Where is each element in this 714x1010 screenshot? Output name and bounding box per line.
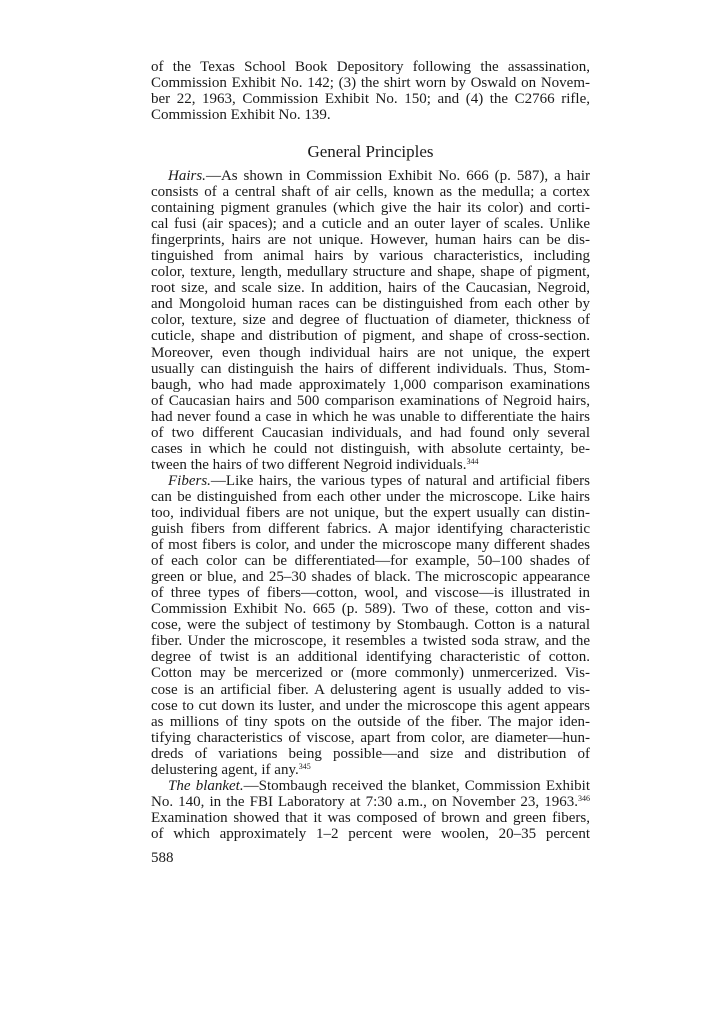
text-line	[151, 393, 590, 409]
text-line	[151, 714, 590, 730]
line-text: of each color can be differentiated—for example, 50–100 shades of	[151, 553, 590, 570]
text-line	[151, 553, 590, 569]
footnote-marker: 346	[578, 793, 590, 803]
paragraph-lead: Fibers.	[168, 472, 211, 489]
page-number: 588	[151, 850, 174, 866]
line-text: delustering agent, if any.	[151, 761, 299, 778]
paragraph	[151, 473, 590, 778]
text-line	[151, 296, 590, 312]
text-line	[151, 569, 590, 585]
line-text: tifying characteristics of viscose, apart from color, are diameter—hun-	[151, 729, 590, 746]
text-line	[151, 585, 590, 601]
text-line	[151, 794, 590, 810]
text-line	[151, 778, 590, 794]
text-line	[151, 810, 590, 826]
text-line	[151, 730, 590, 746]
text-line	[151, 746, 590, 762]
text-line: ber 22, 1963, Commission Exhibit No. 150; and (4) the C2766 rifle,	[151, 91, 590, 108]
paragraph	[151, 778, 590, 842]
line-text: tween the hairs of two different Negroid individuals.	[151, 456, 467, 473]
line-text: cose is an artificial fiber. A delustering agent is usually added to vis-	[151, 681, 590, 698]
line-text: baugh, who had made approximately 1,000 comparison examinations	[151, 376, 590, 393]
line-text: consists of a central shaft of air cells, known as the medulla; a cortex	[151, 184, 590, 201]
line-text: cose, were the subject of testimony by Stombaugh. Cotton is a natural	[151, 617, 590, 634]
line-text: green or blue, and 25–30 shades of black. The microscopic appearance	[151, 569, 590, 586]
text-line	[151, 457, 590, 473]
text-line	[151, 184, 590, 200]
paragraph-lead: Hairs.	[168, 168, 206, 184]
line-text: cal fusi (air spaces); and a cuticle and an outer layer of scales. Unlike	[151, 216, 590, 233]
paragraph-lead: The blanket.	[168, 777, 244, 794]
line-text: —Stombaugh received the blanket, Commission Exhibit	[243, 777, 590, 794]
line-text: can be distinguished from each other under the microscope. Like hairs	[151, 488, 590, 505]
line-text: guish fibers from different fabrics. A major identifying characteristic	[151, 521, 590, 538]
text-line	[151, 505, 590, 521]
line-text: color, texture, length, medullary structure and shape, shape of pigment,	[151, 264, 590, 281]
line-text: containing pigment granules (which give the hair its color) and corti-	[151, 200, 590, 217]
line-text: root size, and scale size. In addition, hairs of the Caucasian, Negroid,	[151, 280, 590, 297]
text-line	[151, 264, 590, 280]
line-text: and Mongoloid human races can be distinguished from each other by	[151, 296, 590, 313]
text-line	[151, 682, 590, 698]
body-text	[151, 168, 590, 842]
text-line	[151, 665, 590, 681]
text-line	[151, 633, 590, 649]
line-text: of three types of fibers—cotton, wool, and viscose—is illustrated in	[151, 585, 590, 602]
line-text: —Like hairs, the various types of natural and artificial fibers	[210, 472, 590, 489]
line-text: Moreover, even though individual hairs are not unique, the expert	[151, 344, 590, 361]
line-text: degree of twist is an additional identifying characteristic of cotton.	[151, 649, 590, 666]
text-line	[151, 489, 590, 505]
text-line: Commission Exhibit No. 139.	[151, 107, 331, 124]
text-line	[151, 698, 590, 714]
footnote-marker: 344	[466, 456, 479, 466]
text-line	[151, 473, 590, 489]
line-text: had never found a case in which he was unable to differentiate the hairs	[151, 408, 590, 425]
intro-paragraph	[151, 59, 590, 123]
text-line	[151, 762, 590, 778]
text-line	[151, 521, 590, 537]
text-line	[151, 328, 590, 344]
text-line	[151, 617, 590, 633]
text-line	[151, 649, 590, 665]
line-text: cuticle, shape and distribution of pigment, and shape of cross-section.	[151, 328, 590, 345]
text-line	[151, 232, 590, 248]
text-line	[151, 361, 590, 377]
line-text: cose to cut down its luster, and under the microscope this agent appears	[151, 697, 590, 714]
line-text: tinguished from animal hairs by various characteristics, including	[151, 248, 590, 265]
line-text: as millions of tiny spots on the outside of the fiber. The major iden-	[151, 713, 590, 730]
line-text: too, individual fibers are not unique, but the expert usually can distin-	[151, 504, 590, 521]
text-line: of the Texas School Book Depository following the assassination,	[151, 59, 590, 75]
text-line	[151, 248, 590, 264]
line-text: Cotton may be mercerized or (more commonly) unmercerized. Vis-	[151, 665, 590, 682]
line-text: of two different Caucasian individuals, and had found only several	[151, 424, 590, 441]
paragraph	[151, 168, 590, 473]
line-text: usually can distinguish the hairs of different individuals. Thus, Stom-	[151, 360, 590, 377]
text-line	[151, 409, 590, 425]
line-text: of most fibers is color, and under the microscope many different shades	[151, 537, 590, 554]
line-text: color, texture, size and degree of fluctuation of diameter, thickness of	[151, 312, 590, 329]
line-text: —As shown in Commission Exhibit No. 666 (p. 587), a hair	[205, 168, 590, 184]
section-heading: General Principles	[307, 142, 434, 161]
line-text: dreds of variations being possible—and size and distribution of	[151, 745, 590, 762]
text-line	[151, 345, 590, 361]
line-text: Examination showed that it was composed of brown and green fibers,	[151, 809, 590, 826]
line-text: fiber. Under the microscope, it resembles a twisted soda straw, and the	[151, 633, 590, 650]
text-line	[151, 425, 590, 441]
text-line	[151, 168, 590, 184]
text-line	[151, 826, 590, 842]
text-line	[151, 441, 590, 457]
footnote-marker: 345	[298, 761, 311, 771]
text-line	[151, 601, 590, 617]
line-text: of Caucasian hairs and 500 comparison examinations of Negroid hairs,	[151, 392, 590, 409]
line-text: of which approximately 1–2 percent were woolen, 20–35 percent	[151, 825, 590, 842]
text-line	[151, 216, 590, 232]
text-line	[151, 280, 590, 296]
text-line	[151, 312, 590, 328]
text-line: Commission Exhibit No. 142; (3) the shirt worn by Oswald on Novem-	[151, 75, 590, 92]
line-text: Commission Exhibit No. 665 (p. 589). Two of these, cotton and vis-	[151, 601, 590, 618]
text-line	[151, 537, 590, 553]
line-text: cases in which he could not distinguish, with absolute certainty, be-	[151, 440, 590, 457]
text-line	[151, 200, 590, 216]
line-text: fingerprints, hairs are not unique. However, human hairs can be dis-	[151, 232, 590, 249]
text-line	[151, 377, 590, 393]
line-text: No. 140, in the FBI Laboratory at 7:30 a.m., on November 23, 1963.	[151, 793, 578, 810]
